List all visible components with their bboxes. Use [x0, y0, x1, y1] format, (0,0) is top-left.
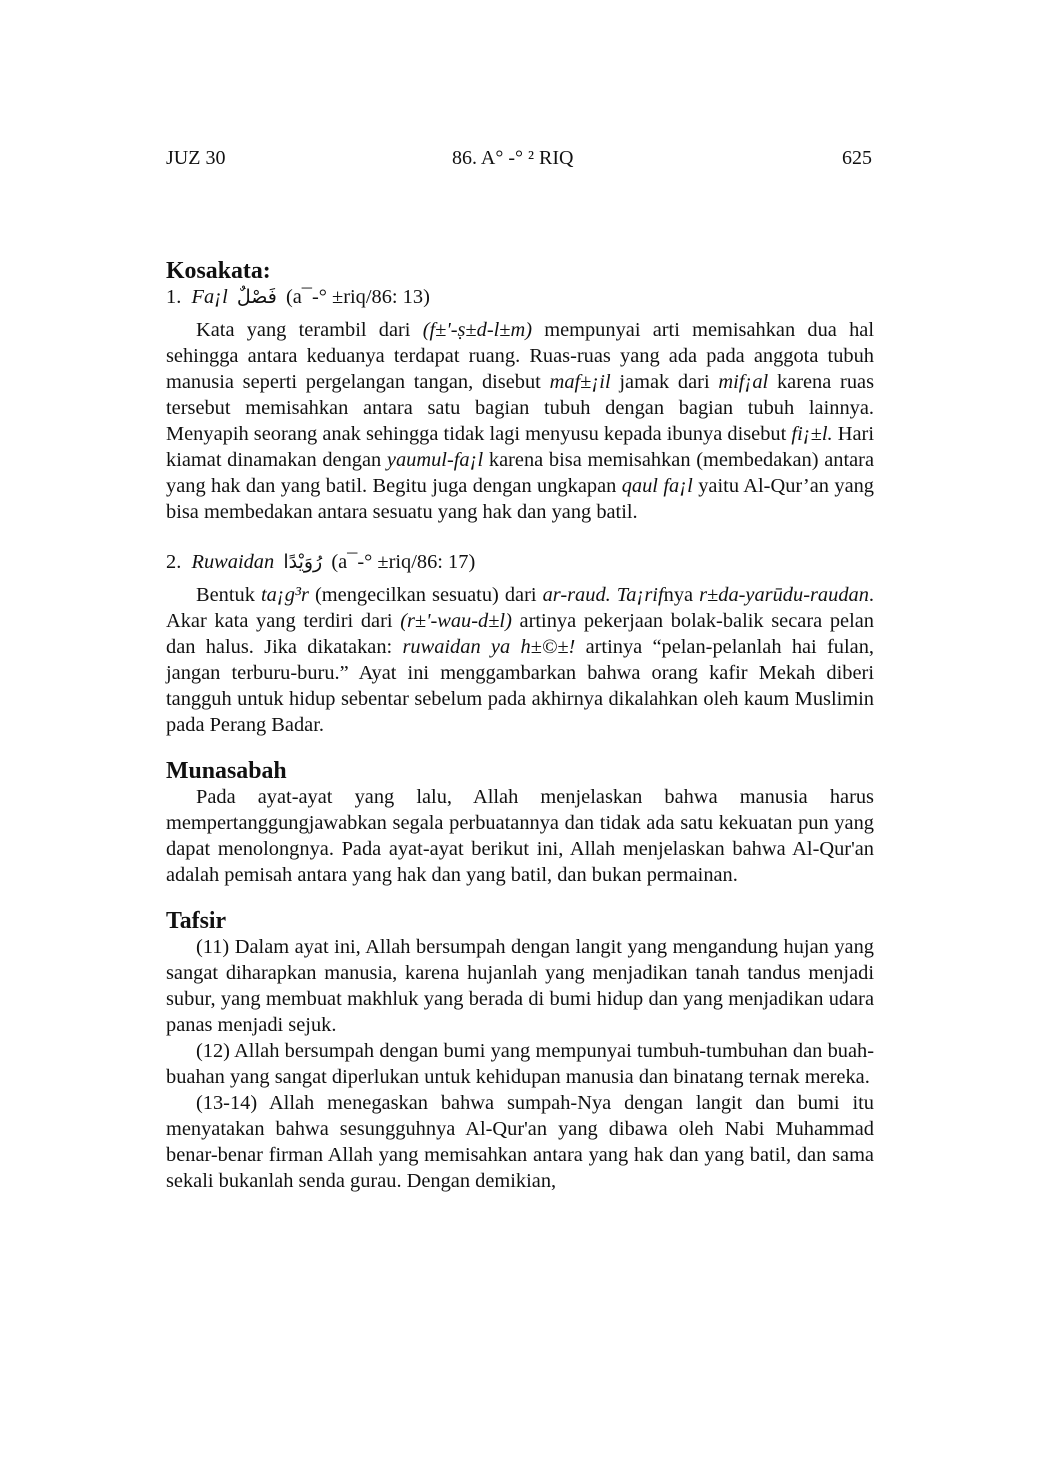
vocab-item-number: 2.: [166, 551, 182, 573]
italic-term: maf±¡il: [549, 371, 611, 393]
italic-term: ruwaidan ya h±©±!: [402, 636, 576, 658]
text-run: mempunyai arti memisahkan dua hal sehingga antara keduanya terdapat ruang. Ruas-ruas yang ada pada anggota tubuh manusia seperti pergelangan tangan, disebut: [166, 319, 874, 393]
text-run: nya: [663, 584, 700, 606]
italic-term: fi¡±l.: [791, 423, 833, 445]
italic-term: (r±'-wau-d±l): [400, 610, 512, 632]
vocab-item-1-body: [166, 317, 874, 525]
text-run: Hari kiamat dinamakan dengan: [166, 423, 874, 471]
munasabah-paragraph: Pada ayat-ayat yang lalu, Allah menjelaskan bahwa manusia harus mempertanggungjawabkan segala perbuatannya dan tidak ada satu kekuatan pun yang dapat menolongnya. Pada ayat-ayat berikut ini, Allah menjelaskan bahwa Al-Qur'an adalah pemisah antara yang hak dan yang batil, dan bukan permainan.: [166, 786, 874, 886]
text-run: yaitu Al-Qur’an yang bisa membedakan antara sesuatu yang hak dan yang batil.: [166, 475, 875, 523]
page-content: [166, 258, 874, 1194]
vocab-item-arabic: فَصْلٌ: [236, 286, 277, 308]
text-run: karena ruas tersebut memisahkan antara satu bagian tubuh dengan bagian tubuh lainnya. Menyapih seorang anak sehingga tidak lagi menyusu kepada ibunya disebut: [166, 371, 875, 445]
page-number: 625: [842, 147, 872, 169]
vocab-item-term: Fa¡l: [191, 286, 228, 308]
text-run: Kata yang terambil dari: [196, 319, 423, 341]
italic-term: ar-raud. Ta¡rif: [542, 584, 664, 606]
text-run: . Akar kata yang terdiri dari: [166, 584, 875, 632]
vocab-item-ref: (a¯-° ±riq/86: 17): [331, 551, 476, 573]
tafsir-paragraph-11: (11) Dalam ayat ini, Allah bersumpah dengan langit yang mengandung hujan yang sangat diharapkan manusia, karena hujanlah yang menjadikan tanah tandus menjadi subur, yang membuat makhluk yang berada di bumi hidup dan yang menjadikan udara panas menjadi sejuk.: [166, 936, 874, 1036]
kosakata-heading: Kosakata:: [166, 258, 271, 284]
vocab-item-1-title: [166, 284, 874, 310]
text-run: artinya “pelan-pelanlah hai fulan, jangan terburu-buru.” Ayat ini menggambarkan bahwa orang kafir Mekah diberi tangguh untuk hidup sebentar sebelum pada akhirnya dikalahkan oleh kaum Muslimin pada Perang Badar.: [166, 636, 874, 736]
text-run: jamak dari: [610, 371, 719, 393]
italic-term: qaul fa¡l: [621, 475, 693, 497]
text-run: artinya pekerjaan bolak-balik secara pelan dan halus. Jika dikatakan:: [166, 610, 874, 658]
running-header-surah: 86. A° -° ² RIQ: [452, 147, 574, 169]
text-run: (mengecilkan sesuatu) dari: [308, 584, 543, 606]
italic-term: ta¡g³r: [260, 584, 309, 606]
vocab-item-ref: (a¯-° ±riq/86: 13): [285, 286, 430, 308]
vocab-item-2-body: [166, 582, 874, 738]
italic-term: (f±'-ṣ±d-l±m): [422, 319, 532, 341]
text-run: karena bisa memisahkan (membedakan) antara yang hak dan yang batil. Begitu juga dengan ungkapan: [166, 449, 875, 497]
vocab-item-number: 1.: [166, 286, 182, 308]
italic-term: r±da-yarūdu-raudan: [699, 584, 869, 606]
tafsir-heading: Tafsir: [166, 908, 227, 934]
tafsir-paragraph-13-14: (13-14) Allah menegaskan bahwa sumpah-Nya dengan langit dan bumi itu menyatakan bahwa sesungguhnya Al-Qur'an yang dibawa oleh Nabi Muhammad benar-benar firman Allah yang memisahkan antara yang hak dan yang batil, dan sama sekali bukanlah senda gurau. Dengan demikian,: [166, 1092, 874, 1192]
text-run: Bentuk: [196, 584, 261, 606]
vocab-item-2-title: [166, 549, 874, 575]
vocab-item-arabic: رُوَيْدًا: [283, 551, 323, 573]
italic-term: yaumul-fa¡l: [386, 449, 484, 471]
munasabah-heading: Munasabah: [166, 758, 287, 784]
tafsir-paragraph-12: (12) Allah bersumpah dengan bumi yang mempunyai tumbuh-tumbuhan dan buah-buahan yang sangat diperlukan untuk kehidupan manusia dan binatang ternak mereka.: [166, 1040, 874, 1088]
italic-term: mif¡al: [718, 371, 769, 393]
vocab-item-term: Ruwaidan: [191, 551, 275, 573]
running-header-juz: JUZ 30: [166, 147, 226, 169]
